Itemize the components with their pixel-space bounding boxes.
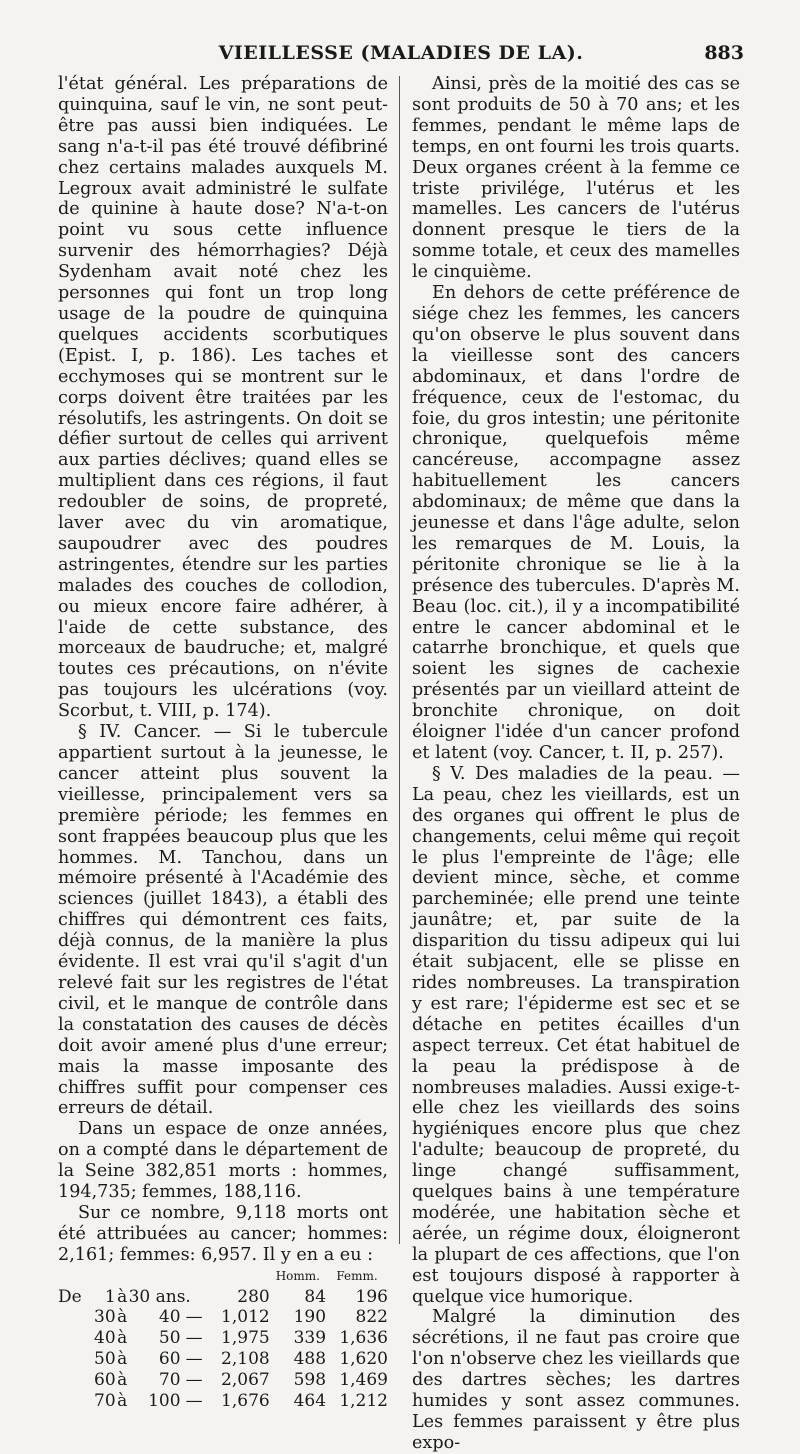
table-row — [58, 1370, 388, 1391]
table-row — [58, 1349, 388, 1370]
column-divider — [399, 76, 400, 1244]
cell: à — [117, 1286, 128, 1307]
cell: 598 — [293, 1370, 327, 1391]
paragraph: Malgré la diminution des sécrétions, il ne faut pas croire que l'on n'observe chez les vieillards que des dartres sèches; les dartres humides y sont assez communes. Les femmes paraissent y être plus expo- — [412, 1307, 740, 1453]
cell — [58, 1370, 88, 1391]
cell: 1,636 — [339, 1328, 388, 1349]
cell: 280 — [237, 1286, 270, 1307]
table-row — [58, 1307, 388, 1328]
cell: — — [185, 1307, 203, 1328]
table-row — [58, 1391, 388, 1412]
cell: 50 — [158, 1328, 181, 1349]
page-number: 883 — [704, 42, 744, 64]
page-header — [58, 40, 744, 68]
cell: 1,469 — [339, 1370, 388, 1391]
paragraph: Dans un espace de onze années, on a compté dans le département de la Seine 382,851 morts : hommes, 194,735; femmes, 188,116. — [58, 1119, 388, 1203]
cell: 1,620 — [339, 1349, 388, 1370]
cell: De — [58, 1286, 82, 1307]
cell: — — [185, 1328, 203, 1349]
cell: 30 ans. — [128, 1286, 191, 1307]
cell: 100 — [148, 1391, 181, 1412]
cell: à — [117, 1370, 128, 1391]
table-row — [58, 1287, 388, 1308]
cell: 70 — [94, 1391, 116, 1412]
cell: 70 — [158, 1370, 181, 1391]
cell: 1,676 — [221, 1391, 270, 1412]
cell: 60 — [158, 1349, 181, 1370]
cell: 1,975 — [221, 1328, 270, 1349]
running-title: VIEILLESSE (MALADIES DE LA). — [218, 42, 584, 64]
cell: 2,108 — [221, 1349, 270, 1370]
cell: 1,012 — [221, 1307, 270, 1328]
cell: 30 — [94, 1307, 116, 1328]
cell: 60 — [94, 1370, 116, 1391]
cell: à — [117, 1328, 128, 1349]
table-row — [58, 1328, 388, 1349]
cell: 339 — [293, 1328, 327, 1349]
cell — [58, 1349, 88, 1370]
cell: 1,212 — [339, 1391, 388, 1412]
cell: 822 — [355, 1307, 388, 1328]
col-header-femm: Femm. — [336, 1268, 378, 1283]
paragraph: Ainsi, près de la moitié des cas se sont produits de 50 à 70 ans; et les femmes, pendant le même laps de temps, en ont fourni les trois quarts. Deux organes créent à la femme ce triste privilége, l'utérus et les mamelles. Les cancers de l'utérus donnent presque le tiers de la somme totale, et ceux des mamelles le cinquième. — [412, 74, 740, 283]
cell: à — [117, 1349, 128, 1370]
left-column — [58, 74, 388, 1412]
cell: — — [185, 1370, 203, 1391]
cell: 84 — [304, 1286, 327, 1307]
cancer-age-table — [58, 1266, 388, 1412]
cell — [58, 1307, 88, 1328]
cell — [58, 1391, 88, 1412]
paragraph-cancer: § IV. Cancer. — Si le tubercule appartient surtout à la jeunesse, le cancer atteint plus souvent la vieillesse, principalement vers sa première période; les femmes en sont frappées beaucoup plus que les hommes. M. Tanchou, dans un mémoire présenté à l'Académie des sciences (juillet 1843), a établi des chiffres qui démontrent ces faits, déjà connus, de la manière la plus évidente. Il est vrai qu'il s'agit d'un relevé fait sur les registres de l'état civil, et le manque de contrôle dans la constatation des causes de décès doit avoir amené plus d'une erreur; mais la masse imposante des chiffres suffit pour compenser ces erreurs de détail. — [58, 722, 388, 1119]
paragraph: l'état général. Les préparations de quinquina, sauf le vin, ne sont peut-être pas aussi bien indiquées. Le sang n'a-t-il pas été trouvé défibriné chez certains malades auxquels M. Legroux avait administré le sulfate de quinine à haute dose? N'a-t-on point vu sous cette influence survenir des hémorrhagies? Déjà Sydenham avait noté chez les personnes qui font un trop long usage de la poudre de quinquina quelques accidents scorbutiques (Epist. I, p. 186). Les taches et ecchymoses qui se montrent sur le corps doivent être traitées par les résolutifs, les astringents. On doit se défier surtout de celles qui arrivent aux parties déclives; quand elles se multiplient dans ces régions, il faut redoubler de soins, de propreté, laver avec du vin aromatique, saupoudrer avec des poudres astringentes, étendre sur les parties malades des couches de collodion, ou mieux encore faire adhérer, à l'aide de cette substance, des morceaux de baudruche; et, malgré toutes ces précautions, on n'évite pas toujours les ulcérations (voy. Scorbut, t. VIII, p. 174). — [58, 74, 388, 722]
paragraph: En dehors de cette préférence de siége chez les femmes, les cancers qu'on observe le plus souvent dans la vieillesse sont des cancers abdominaux, et dans l'ordre de fréquence, ceux de l'estomac, du foie, du gros intestin; une péritonite chronique, quelquefois même cancéreuse, accompagne assez habituellement les cancers abdominaux; de même que dans la jeunesse et dans l'âge adulte, selon les remarques de M. Louis, la péritonite chronique se lie à la présence des tubercules. D'après M. Beau (loc. cit.), il y a incompatibilité entre le cancer abdominal et le catarrhe bronchique, et quels que soient les signes de cachexie présentés par un vieillard atteint de bronchite chronique, on doit éloigner l'idée d'un cancer profond et latent (voy. Cancer, t. II, p. 257). — [412, 283, 740, 763]
cell: — — [185, 1349, 203, 1370]
cell: 464 — [293, 1391, 327, 1412]
cell: — — [185, 1391, 203, 1412]
col-header-homm: Homm. — [275, 1268, 320, 1283]
cell: à — [117, 1307, 128, 1328]
paragraph: Sur ce nombre, 9,118 morts ont été attribuées au cancer; hommes: 2,161; femmes: 6,957. Il y en a eu : — [58, 1202, 388, 1265]
cell: 190 — [293, 1307, 327, 1328]
cell: 40 — [94, 1328, 116, 1349]
right-column — [412, 74, 740, 1454]
cell: 196 — [355, 1286, 388, 1307]
cell: 50 — [94, 1349, 116, 1370]
paragraph-skin-diseases: § V. Des maladies de la peau. — La peau, chez les vieillards, est un des organes qui offrent le plus de changements, celui même qui reçoit le plus l'empreinte de l'âge; elle devient mince, sèche, et comme parcheminée; elle prend une teinte jaunâtre; et, par suite de la disparition du tissu adipeux qui lui était subjacent, elle se plisse en rides nombreuses. La transpiration y est rare; l'épiderme est sec et se détache en petites écailles d'un aspect terreux. Cet état habituel de la peau la prédispose à de nombreuses maladies. Aussi exige-t-elle chez les vieillards des soins hygiéniques encore plus que chez l'adulte; beaucoup de propreté, du linge changé suffisamment, quelques bains à une température modérée, une habitation sèche et aérée, un régime doux, éloigneront la plupart de ces affections, que l'on est toujours disposé à rapporter à quelque vice humorique. — [412, 763, 740, 1307]
cell: 488 — [293, 1349, 327, 1370]
cell: 1 — [104, 1286, 116, 1307]
cell: à — [117, 1391, 128, 1412]
cell — [58, 1328, 88, 1349]
cell: 2,067 — [221, 1370, 270, 1391]
cell: 40 — [158, 1307, 181, 1328]
